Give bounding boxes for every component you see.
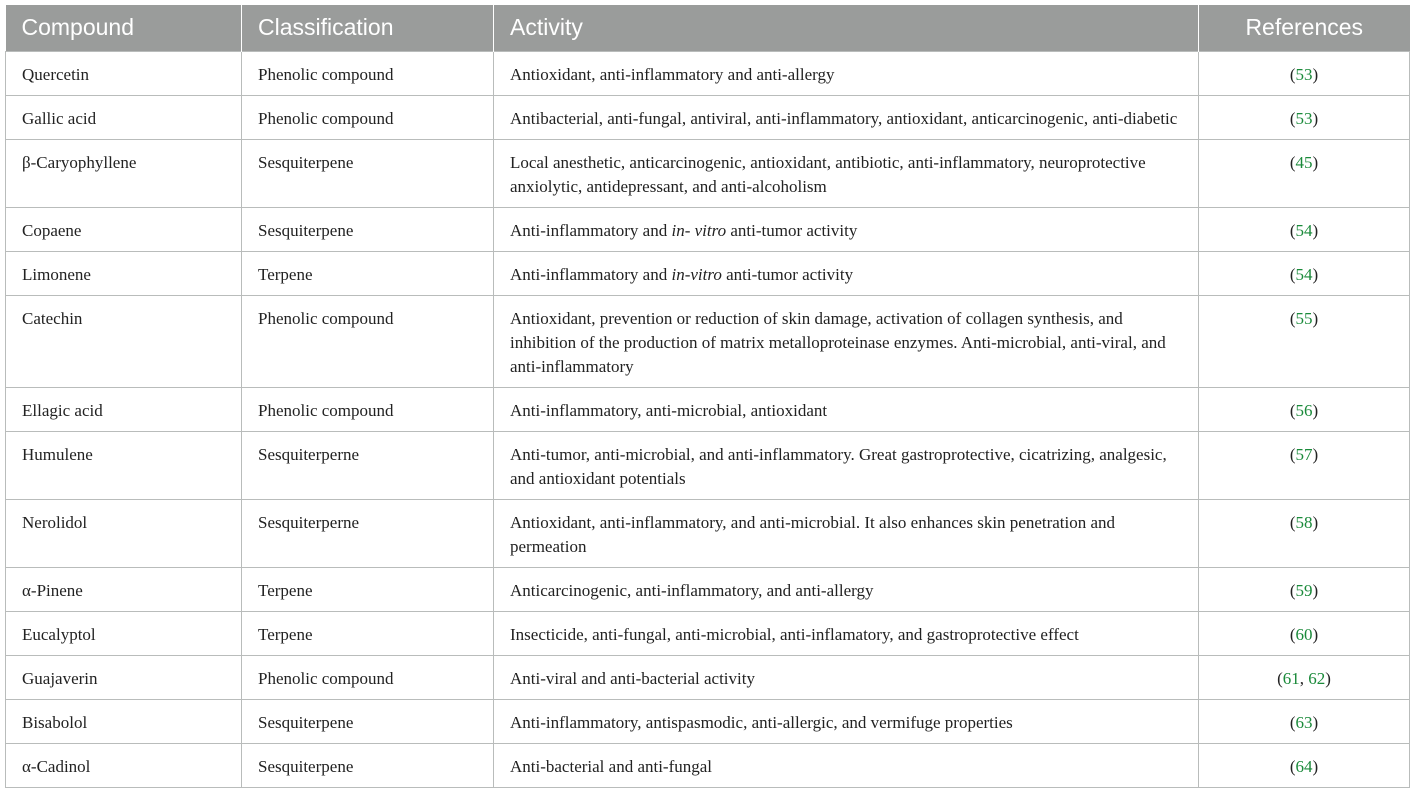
classification-cell: Phenolic compound xyxy=(242,95,494,139)
activity-cell xyxy=(494,499,1199,567)
classification-cell: Phenolic compound xyxy=(242,655,494,699)
reference-link[interactable]: 55 xyxy=(1295,308,1313,328)
table-row xyxy=(6,207,1410,251)
references-cell: (58) xyxy=(1199,499,1410,567)
compound-cell: Limonene xyxy=(6,251,242,295)
references-cell: (60) xyxy=(1199,611,1410,655)
table-row xyxy=(6,567,1410,611)
references-cell: (55) xyxy=(1199,295,1410,387)
activity-cell xyxy=(494,51,1199,95)
activity-cell xyxy=(494,743,1199,787)
reference-link[interactable]: 58 xyxy=(1295,512,1313,532)
activity-text: Antioxidant, anti-inflammatory and anti-allergy xyxy=(510,64,835,84)
classification-cell: Sesquiterpene xyxy=(242,699,494,743)
table-row xyxy=(6,51,1410,95)
references-cell: (56) xyxy=(1199,387,1410,431)
header-references: References xyxy=(1199,5,1410,51)
activity-italic-text: in-vitro xyxy=(671,264,722,284)
compound-cell: Humulene xyxy=(6,431,242,499)
activity-text: Anticarcinogenic, anti-inflammatory, and anti-allergy xyxy=(510,580,874,600)
reference-link[interactable]: 56 xyxy=(1295,400,1313,420)
compound-cell: Bisabolol xyxy=(6,699,242,743)
header-row xyxy=(6,5,1410,51)
classification-cell: Terpene xyxy=(242,611,494,655)
activity-text: Antibacterial, anti-fungal, antiviral, anti-inflammatory, antioxidant, anticarcinogenic, anti-diabetic xyxy=(510,108,1178,128)
references-cell: (53) xyxy=(1199,95,1410,139)
activity-text: Insecticide, anti-fungal, anti-microbial, anti-inflamatory, and gastroprotective effect xyxy=(510,624,1079,644)
table-row xyxy=(6,95,1410,139)
references-cell: (63) xyxy=(1199,699,1410,743)
activity-cell xyxy=(494,699,1199,743)
reference-link[interactable]: 53 xyxy=(1295,108,1313,128)
activity-text: anti-tumor activity xyxy=(721,264,854,284)
table-row xyxy=(6,139,1410,207)
reference-link[interactable]: 61 xyxy=(1282,668,1300,688)
compound-cell: α-Cadinol xyxy=(6,743,242,787)
activity-text: Anti-inflammatory and xyxy=(510,264,672,284)
reference-link[interactable]: 59 xyxy=(1295,580,1313,600)
classification-cell: Sesquiterpene xyxy=(242,743,494,787)
reference-link[interactable]: 54 xyxy=(1295,220,1313,240)
reference-link[interactable]: 62 xyxy=(1308,668,1326,688)
compound-cell: Gallic acid xyxy=(6,95,242,139)
references-cell: (61, 62) xyxy=(1199,655,1410,699)
reference-link[interactable]: 57 xyxy=(1295,444,1313,464)
activity-text: Anti-inflammatory, antispasmodic, anti-allergic, and vermifuge properties xyxy=(510,712,1013,732)
classification-cell: Phenolic compound xyxy=(242,51,494,95)
compound-cell: Nerolidol xyxy=(6,499,242,567)
compound-cell: α-Pinene xyxy=(6,567,242,611)
reference-link[interactable]: 54 xyxy=(1295,264,1313,284)
activity-text: Anti-viral and anti-bacterial activity xyxy=(510,668,755,688)
table-row xyxy=(6,655,1410,699)
references-cell: (54) xyxy=(1199,207,1410,251)
table-row xyxy=(6,251,1410,295)
classification-cell: Terpene xyxy=(242,567,494,611)
compound-cell: Quercetin xyxy=(6,51,242,95)
activity-text: Anti-tumor, anti-microbial, and anti-inflammatory. Great gastroprotective, cicatrizing, analgesic, and antioxidant potentials xyxy=(510,444,1167,488)
activity-italic-text: in- vitro xyxy=(671,220,727,240)
header-activity: Activity xyxy=(494,5,1199,51)
table-row xyxy=(6,295,1410,387)
activity-text: Antioxidant, prevention or reduction of skin damage, activation of collagen synthesis, and inhibition of the production of matrix metalloproteinase enzymes. Anti-microbial, anti-viral, and anti-inflammatory xyxy=(510,308,1166,376)
references-cell: (53) xyxy=(1199,51,1410,95)
activity-cell xyxy=(494,387,1199,431)
header-compound: Compound xyxy=(6,5,242,51)
activity-cell xyxy=(494,251,1199,295)
activity-cell xyxy=(494,655,1199,699)
compound-cell: Copaene xyxy=(6,207,242,251)
table-row xyxy=(6,387,1410,431)
reference-link[interactable]: 60 xyxy=(1295,624,1313,644)
references-cell: (45) xyxy=(1199,139,1410,207)
references-cell: (59) xyxy=(1199,567,1410,611)
reference-link[interactable]: 64 xyxy=(1295,756,1313,776)
classification-cell: Sesquiterpene xyxy=(242,207,494,251)
table-row xyxy=(6,499,1410,567)
activity-text: Anti-bacterial and anti-fungal xyxy=(510,756,713,776)
activity-text: Anti-inflammatory, anti-microbial, antioxidant xyxy=(510,400,828,420)
activity-text: Anti-inflammatory and xyxy=(510,220,672,240)
reference-link[interactable]: 45 xyxy=(1295,152,1313,172)
classification-cell: Phenolic compound xyxy=(242,295,494,387)
activity-text: Local anesthetic, anticarcinogenic, antioxidant, antibiotic, anti-inflammatory, neuroprotective anxiolytic, antidepressant, and anti-alcoholism xyxy=(510,152,1146,196)
references-cell: (54) xyxy=(1199,251,1410,295)
activity-text: anti-tumor activity xyxy=(726,220,858,240)
activity-cell xyxy=(494,95,1199,139)
reference-link[interactable]: 53 xyxy=(1295,64,1313,84)
compounds-table xyxy=(5,5,1410,788)
classification-cell: Sesquiterperne xyxy=(242,431,494,499)
reference-link[interactable]: 63 xyxy=(1295,712,1313,732)
compound-cell: Ellagic acid xyxy=(6,387,242,431)
references-cell: (64) xyxy=(1199,743,1410,787)
references-cell: (57) xyxy=(1199,431,1410,499)
table-row xyxy=(6,743,1410,787)
compound-cell: β-Caryophyllene xyxy=(6,139,242,207)
header-classification: Classification xyxy=(242,5,494,51)
classification-cell: Sesquiterpene xyxy=(242,139,494,207)
compound-cell: Catechin xyxy=(6,295,242,387)
activity-cell xyxy=(494,567,1199,611)
activity-cell xyxy=(494,295,1199,387)
activity-cell xyxy=(494,431,1199,499)
compound-cell: Eucalyptol xyxy=(6,611,242,655)
classification-cell: Phenolic compound xyxy=(242,387,494,431)
activity-cell xyxy=(494,139,1199,207)
table-row xyxy=(6,431,1410,499)
classification-cell: Terpene xyxy=(242,251,494,295)
table-body xyxy=(6,51,1410,787)
table-row xyxy=(6,699,1410,743)
classification-cell: Sesquiterperne xyxy=(242,499,494,567)
activity-cell xyxy=(494,207,1199,251)
table-row xyxy=(6,611,1410,655)
activity-text: Antioxidant, anti-inflammatory, and anti-microbial. It also enhances skin penetration and permeation xyxy=(510,512,1116,556)
compound-cell: Guajaverin xyxy=(6,655,242,699)
activity-cell xyxy=(494,611,1199,655)
